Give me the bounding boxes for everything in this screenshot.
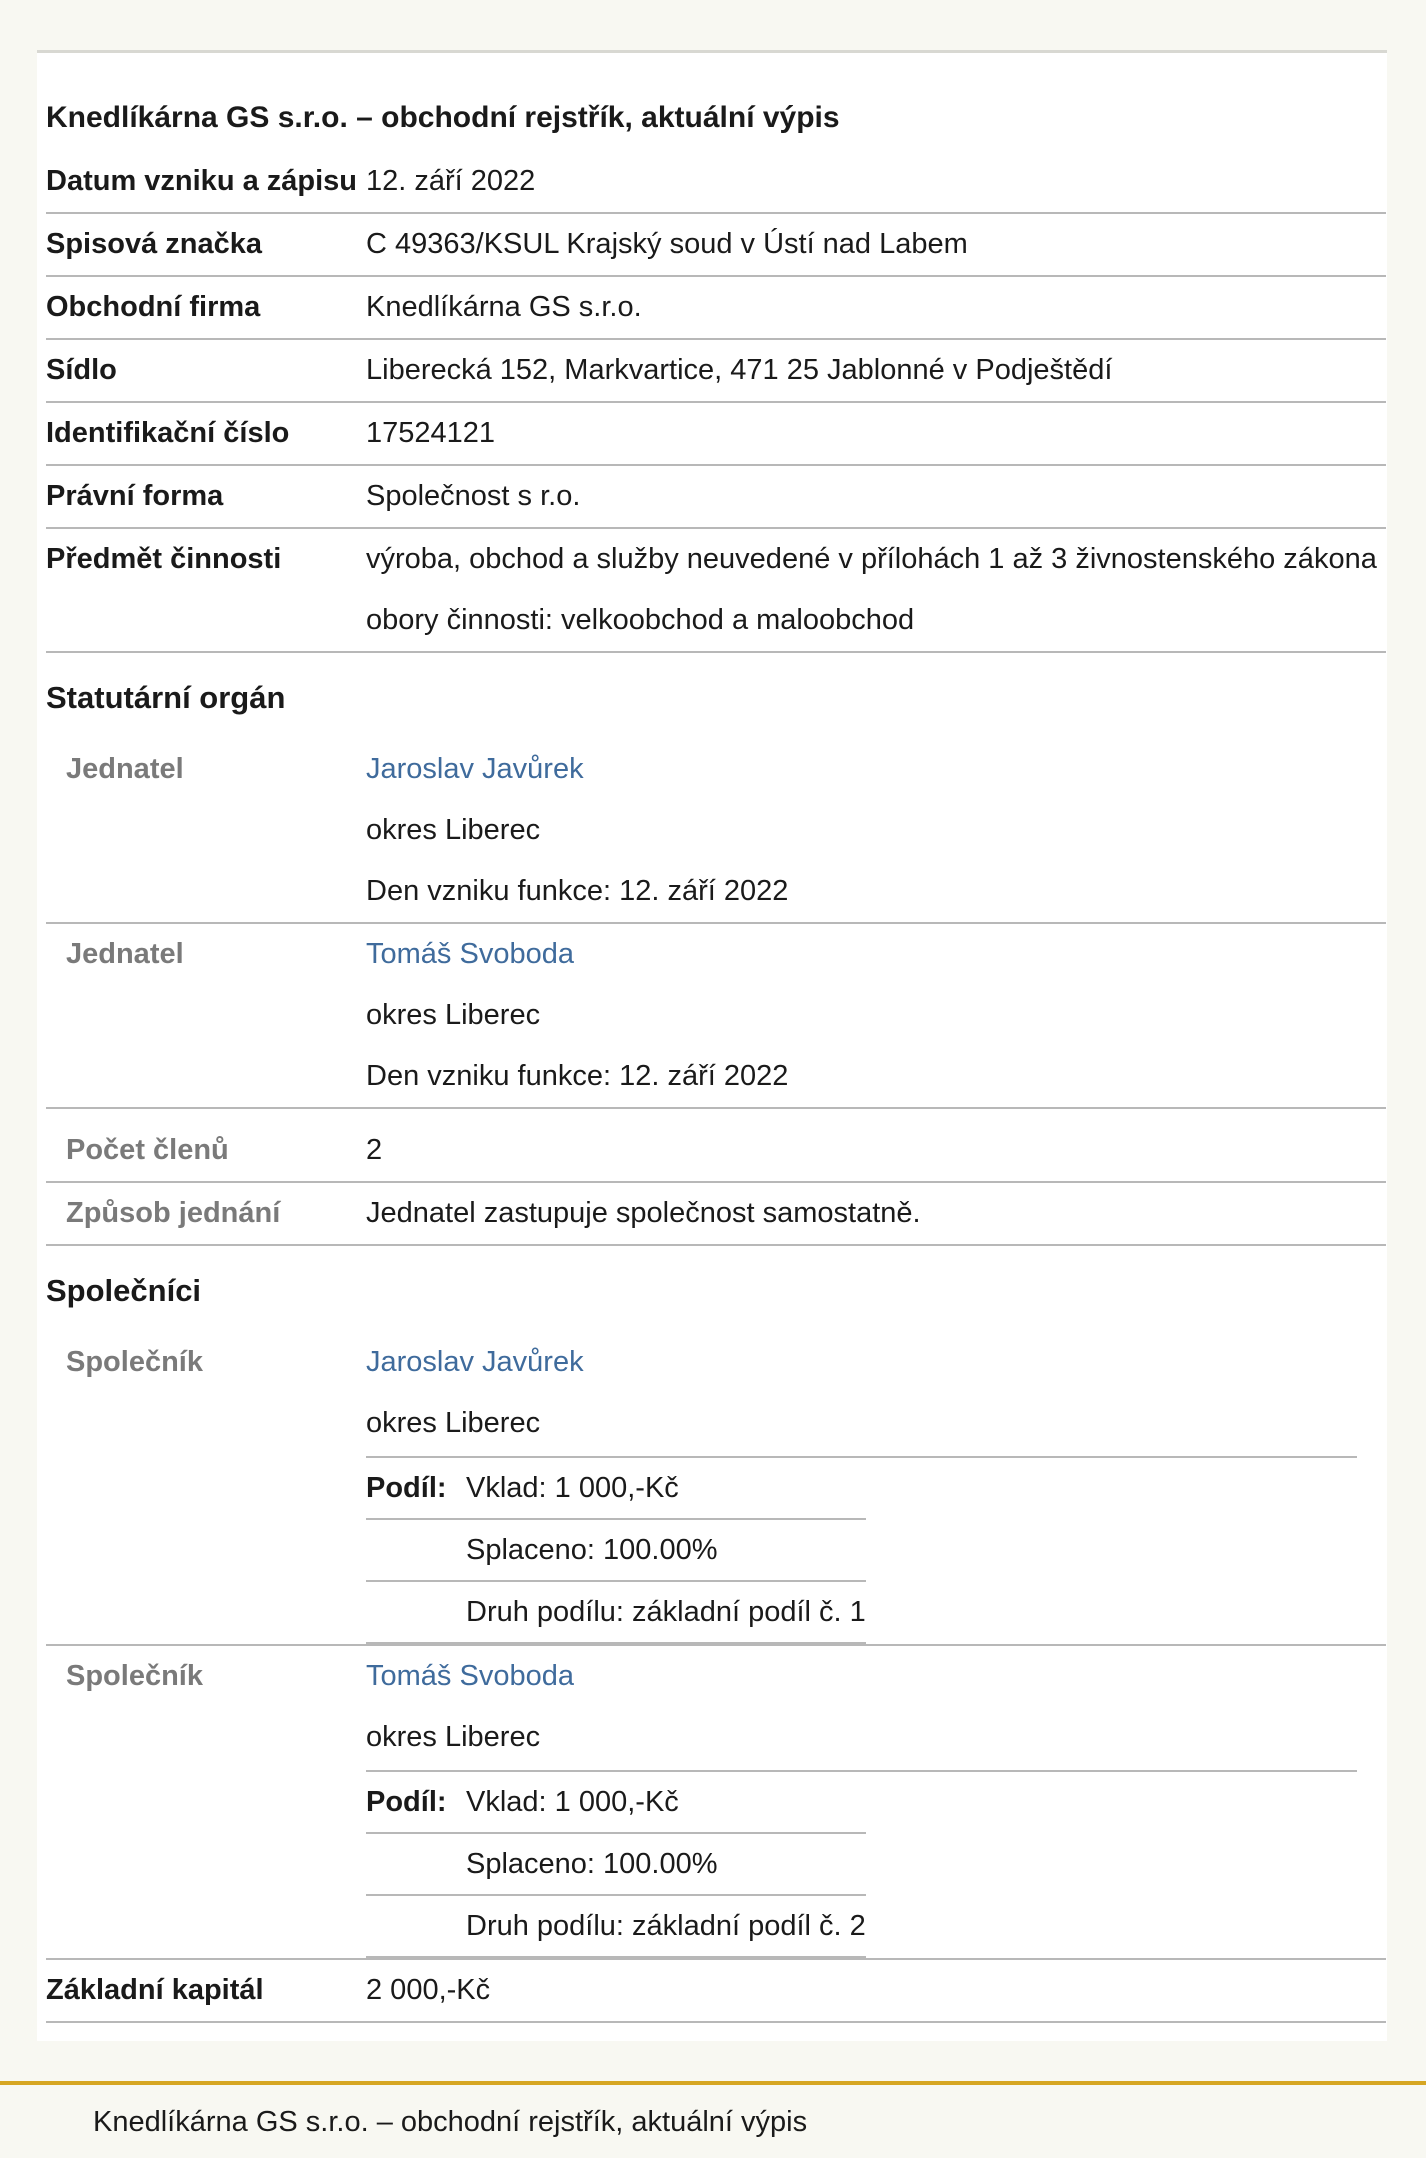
member-role: Jednatel [46, 739, 366, 923]
statutory-member [46, 739, 1386, 923]
member-district: okres Liberec [366, 999, 541, 1031]
company-name-value: Knedlíkárna GS s.r.o. [366, 276, 1386, 339]
statutory-table [46, 739, 1386, 1246]
share-label: Podíl: [366, 1772, 466, 1833]
row-company-name [46, 276, 1386, 339]
member-count-value: 2 [366, 1108, 1386, 1182]
capital-value: 2 000,-Kč [366, 1959, 1386, 2022]
partner-district: okres Liberec [366, 1721, 541, 1753]
share-paid: Splaceno: 100.00% [466, 1833, 866, 1895]
date-value: 12. září 2022 [366, 151, 1386, 213]
footer-text: Knedlíkárna GS s.r.o. – obchodní rejstřík, aktuální výpis [93, 2106, 808, 2138]
conduct-label: Způsob jednání [46, 1182, 366, 1245]
row-date [46, 151, 1386, 213]
row-business-activity [46, 528, 1386, 652]
member-name-link[interactable]: Tomáš Svoboda [366, 938, 574, 970]
date-label: Datum vzniku a zápisu [46, 151, 366, 213]
row-conduct [46, 1182, 1386, 1245]
partners-table [46, 1332, 1386, 2023]
share-paid: Splaceno: 100.00% [466, 1519, 866, 1581]
member-since: Den vzniku funkce: 12. září 2022 [366, 875, 789, 907]
share-label: Podíl: [366, 1458, 466, 1519]
file-number-value: C 49363/KSUL Krajský soud v Ústí nad Labem [366, 213, 1386, 276]
legal-form-value: Společnost s r.o. [366, 465, 1386, 528]
basic-info-table [46, 151, 1386, 653]
share-deposit: Vklad: 1 000,-Kč [466, 1772, 866, 1833]
conduct-value: Jednatel zastupuje společnost samostatně. [366, 1182, 1386, 1245]
row-member-count [46, 1108, 1386, 1182]
share-deposit: Vklad: 1 000,-Kč [466, 1458, 866, 1519]
row-file-number [46, 213, 1386, 276]
page-title: Knedlíkárna GS s.r.o. – obchodní rejstřík, aktuální výpis [46, 101, 840, 134]
footer [0, 2081, 1426, 2158]
statutory-section-title: Statutární orgán [46, 680, 286, 715]
partner-name-link[interactable]: Jaroslav Javůrek [366, 1346, 584, 1378]
business-activity-label: Předmět činnosti [46, 528, 366, 652]
seat-label: Sídlo [46, 339, 366, 402]
partner-share [366, 1770, 1357, 1958]
partner-name-link[interactable]: Tomáš Svoboda [366, 1660, 574, 1692]
member-name-link[interactable]: Jaroslav Javůrek [366, 753, 584, 785]
partner-role: Společník [46, 1332, 366, 1645]
partner-share [366, 1456, 1357, 1644]
capital-label: Základní kapitál [46, 1959, 366, 2022]
legal-form-label: Právní forma [46, 465, 366, 528]
partner [46, 1645, 1386, 1959]
row-capital [46, 1959, 1386, 2022]
row-legal-form [46, 465, 1386, 528]
statutory-member [46, 923, 1386, 1108]
member-since: Den vzniku funkce: 12. září 2022 [366, 1060, 789, 1092]
company-name-label: Obchodní firma [46, 276, 366, 339]
register-card [37, 50, 1387, 2041]
member-district: okres Liberec [366, 814, 541, 846]
id-number-label: Identifikační číslo [46, 402, 366, 465]
row-id-number [46, 402, 1386, 465]
id-number-value: 17524121 [366, 402, 1386, 465]
partner-role: Společník [46, 1645, 366, 1959]
partner-district: okres Liberec [366, 1407, 541, 1439]
seat-value: Liberecká 152, Markvartice, 471 25 Jablonné v Podještědí [366, 339, 1386, 402]
file-number-label: Spisová značka [46, 213, 366, 276]
business-activity-value: výroba, obchod a služby neuvedené v přílohách 1 až 3 živnostenského zákona obory činnosti: velkoobchod a maloobchod [366, 528, 1386, 652]
partner [46, 1332, 1386, 1645]
member-count-label: Počet členů [46, 1108, 366, 1182]
row-seat [46, 339, 1386, 402]
member-role: Jednatel [46, 923, 366, 1108]
partners-section-title: Společníci [46, 1273, 202, 1308]
share-kind: Druh podílu: základní podíl č. 1 [466, 1581, 866, 1643]
share-kind: Druh podílu: základní podíl č. 2 [466, 1895, 866, 1957]
register-content [46, 103, 1386, 2023]
